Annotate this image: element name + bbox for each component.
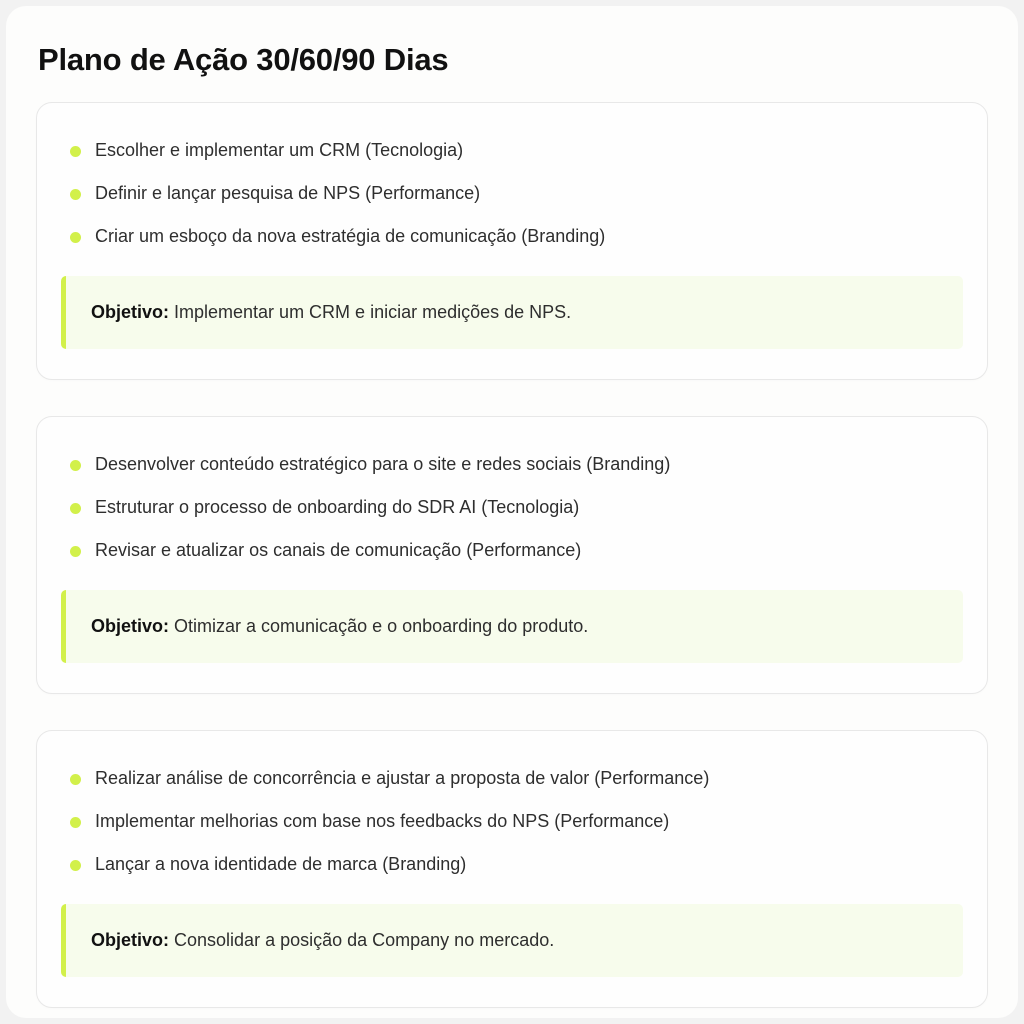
page-title: Plano de Ação 30/60/90 Dias [38, 42, 449, 77]
bullet-icon [70, 817, 81, 828]
bullet-icon [70, 546, 81, 557]
list-item[interactable] [61, 496, 963, 519]
objective-text: Implementar um CRM e iniciar medições de NPS. [169, 302, 572, 322]
bullet-icon [70, 460, 81, 471]
task-list [61, 767, 963, 876]
list-item[interactable] [61, 810, 963, 833]
objective-label: Objetivo: [91, 930, 170, 950]
objective-label: Objetivo: [91, 302, 170, 322]
bullet-icon [70, 860, 81, 871]
objective-callout [61, 276, 963, 349]
task-list [61, 139, 963, 248]
objective-label: Objetivo: [91, 616, 170, 636]
task-label: Realizar análise de concorrência e ajustar a proposta de valor (Performance) [95, 768, 710, 788]
plan-card-90-dias [36, 730, 988, 1008]
list-item[interactable] [61, 453, 963, 476]
list-item[interactable] [61, 139, 963, 162]
bullet-icon [70, 189, 81, 200]
plan-card-60-dias [36, 416, 988, 694]
bullet-icon [70, 503, 81, 514]
list-item[interactable] [61, 182, 963, 205]
plan-card-30-dias [36, 102, 988, 380]
objective-text: Otimizar a comunicação e o onboarding do produto. [169, 616, 589, 636]
task-label: Criar um esboço da nova estratégia de comunicação (Branding) [95, 226, 606, 246]
objective-text: Consolidar a posição da Company no mercado. [169, 930, 555, 950]
plan-panel [6, 6, 1018, 1018]
task-label: Desenvolver conteúdo estratégico para o site e redes sociais (Branding) [95, 454, 671, 474]
list-item[interactable] [61, 539, 963, 562]
task-list [61, 453, 963, 562]
bullet-icon [70, 774, 81, 785]
task-label: Revisar e atualizar os canais de comunicação (Performance) [95, 540, 582, 560]
task-label: Definir e lançar pesquisa de NPS (Performance) [95, 183, 481, 203]
task-label: Estruturar o processo de onboarding do SDR AI (Tecnologia) [95, 497, 580, 517]
objective-callout [61, 590, 963, 663]
list-item[interactable] [61, 225, 963, 248]
plan-cards-container [6, 80, 1018, 1008]
task-label: Lançar a nova identidade de marca (Branding) [95, 854, 467, 874]
bullet-icon [70, 146, 81, 157]
list-item[interactable] [61, 853, 963, 876]
task-label: Escolher e implementar um CRM (Tecnologia) [95, 140, 464, 160]
objective-callout [61, 904, 963, 977]
bullet-icon [70, 232, 81, 243]
task-label: Implementar melhorias com base nos feedbacks do NPS (Performance) [95, 811, 670, 831]
list-item[interactable] [61, 767, 963, 790]
